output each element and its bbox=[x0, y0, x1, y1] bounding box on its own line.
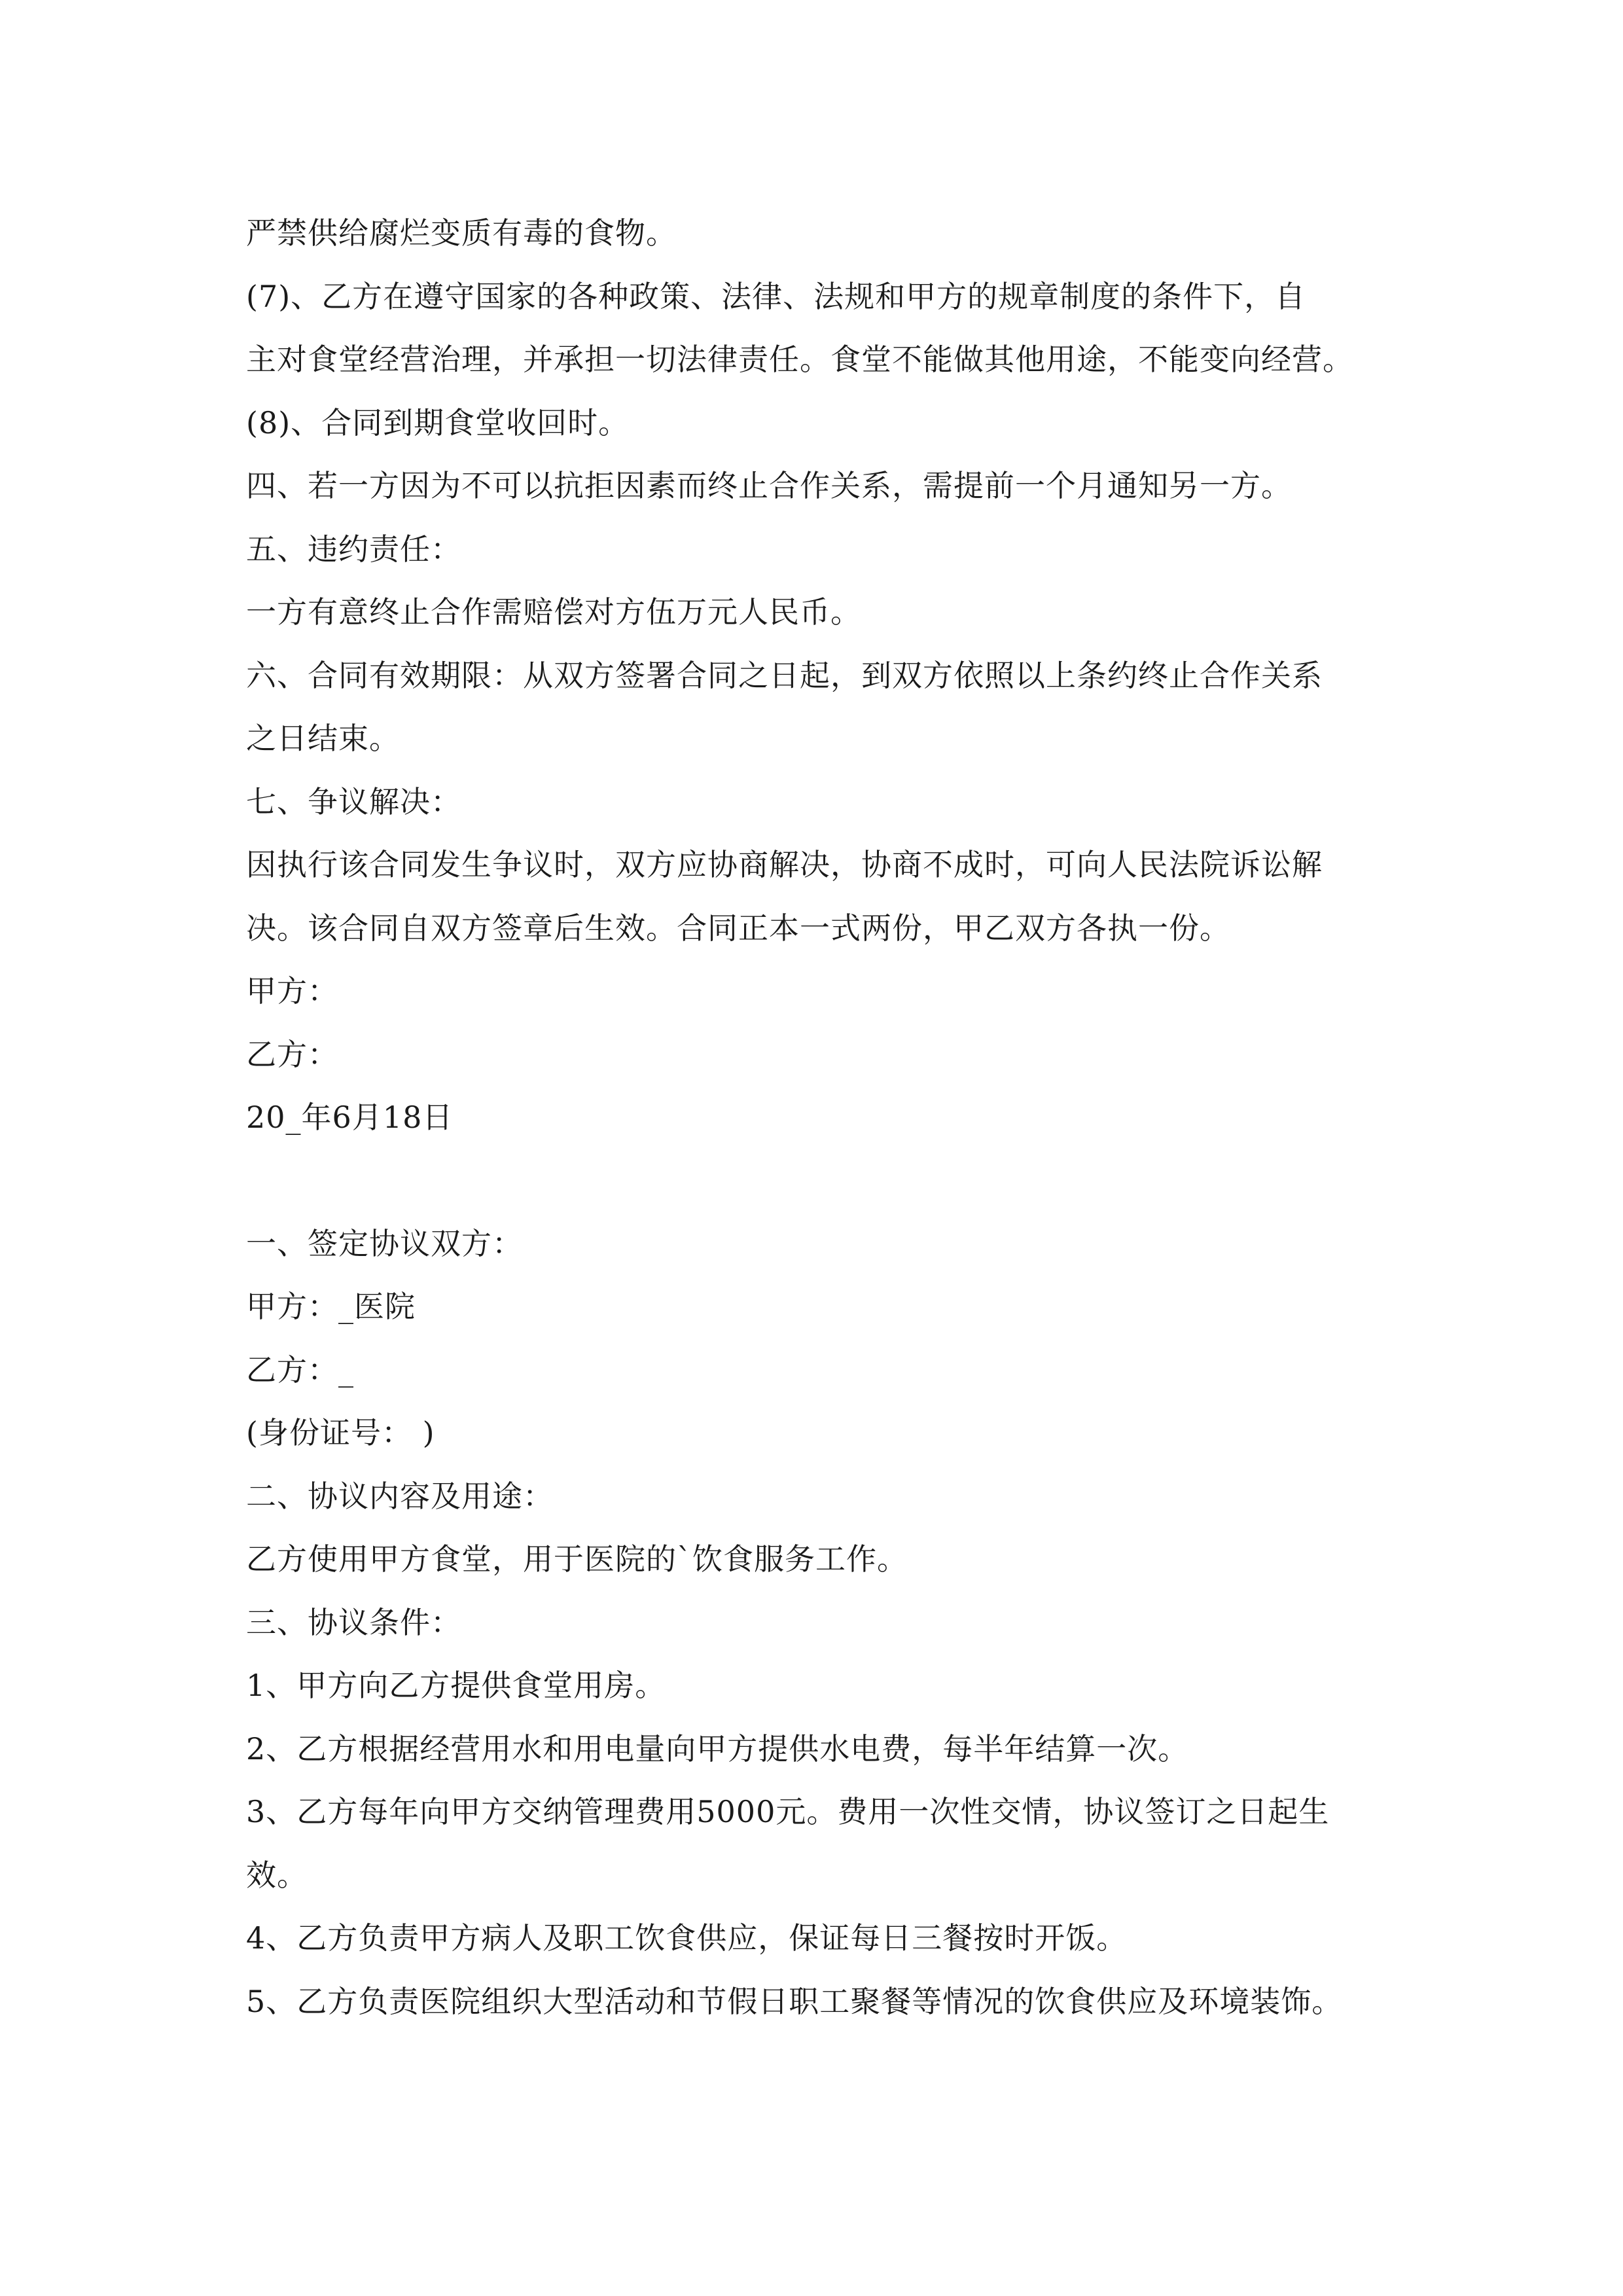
text-line: 六、合同有效期限：从双方签署合同之日起，到双方依照以上条约终止合作关系 bbox=[246, 657, 1323, 693]
text-line: 2、乙方根据经营用水和用电量向甲方提供水电费，每半年结算一次。 bbox=[246, 1731, 1189, 1767]
text-line: 四、若一方因为不可以抗拒因素而终止合作关系，需提前一个月通知另一方。 bbox=[246, 468, 1292, 503]
text-line: (身份证号： ) bbox=[246, 1415, 435, 1450]
text-line: 二、协议内容及用途： bbox=[246, 1478, 554, 1514]
text-line: 效。 bbox=[246, 1857, 308, 1893]
section-spacer bbox=[246, 1149, 1437, 1212]
text-line: 决。该合同自双方签章后生效。合同正本一式两份，甲乙双方各执一份。 bbox=[246, 910, 1230, 946]
party-a-signature-line: 甲方： bbox=[246, 973, 338, 1009]
party-b-signature-line: 乙方： bbox=[246, 1036, 338, 1072]
text-line: 甲方：_医院 bbox=[246, 1289, 416, 1324]
text-line: 1、甲方向乙方提供食堂用房。 bbox=[246, 1668, 666, 1703]
text-line: 主对食堂经营治理，并承担一切法律责任。食堂不能做其他用途，不能变向经营。 bbox=[246, 342, 1353, 377]
text-line: 因执行该合同发生争议时，双方应协商解决，协商不成时，可向人民法院诉讼解 bbox=[246, 847, 1323, 882]
text-line: 一、签定协议双方： bbox=[246, 1225, 523, 1261]
text-line: 七、争议解决： bbox=[246, 783, 461, 819]
contract-terms-section bbox=[246, 202, 1437, 1149]
text-line: 一方有意终止合作需赔偿对方伍万元人民币。 bbox=[246, 594, 861, 630]
text-line: 乙方使用甲方食堂，用于医院的`饮食服务工作。 bbox=[246, 1541, 908, 1577]
contract-date: 20_年6月18日 bbox=[246, 1100, 454, 1135]
text-line: 3、乙方每年向甲方交纳管理费用5000元。费用一次性交情，协议签订之日起生 bbox=[246, 1794, 1330, 1829]
text-line: 4、乙方负责甲方病人及职工饮食供应，保证每日三餐按时开饭。 bbox=[246, 1920, 1128, 1956]
text-line: 乙方：_ bbox=[246, 1352, 354, 1388]
text-line: 严禁供给腐烂变质有毒的食物。 bbox=[246, 215, 677, 251]
text-line: 五、违约责任： bbox=[246, 531, 461, 567]
text-line: 之日结束。 bbox=[246, 721, 400, 756]
text-line: (7)、乙方在遵守国家的各种政策、法律、法规和甲方的规章制度的条件下，自 bbox=[246, 278, 1306, 314]
text-line: 5、乙方负责医院组织大型活动和节假日职工聚餐等情况的饮食供应及环境装饰。 bbox=[246, 1983, 1343, 2019]
document-body bbox=[246, 202, 1437, 2033]
text-line: (8)、合同到期食堂收回时。 bbox=[246, 404, 630, 440]
text-line: 三、协议条件： bbox=[246, 1604, 461, 1640]
agreement-section bbox=[246, 1212, 1437, 2034]
